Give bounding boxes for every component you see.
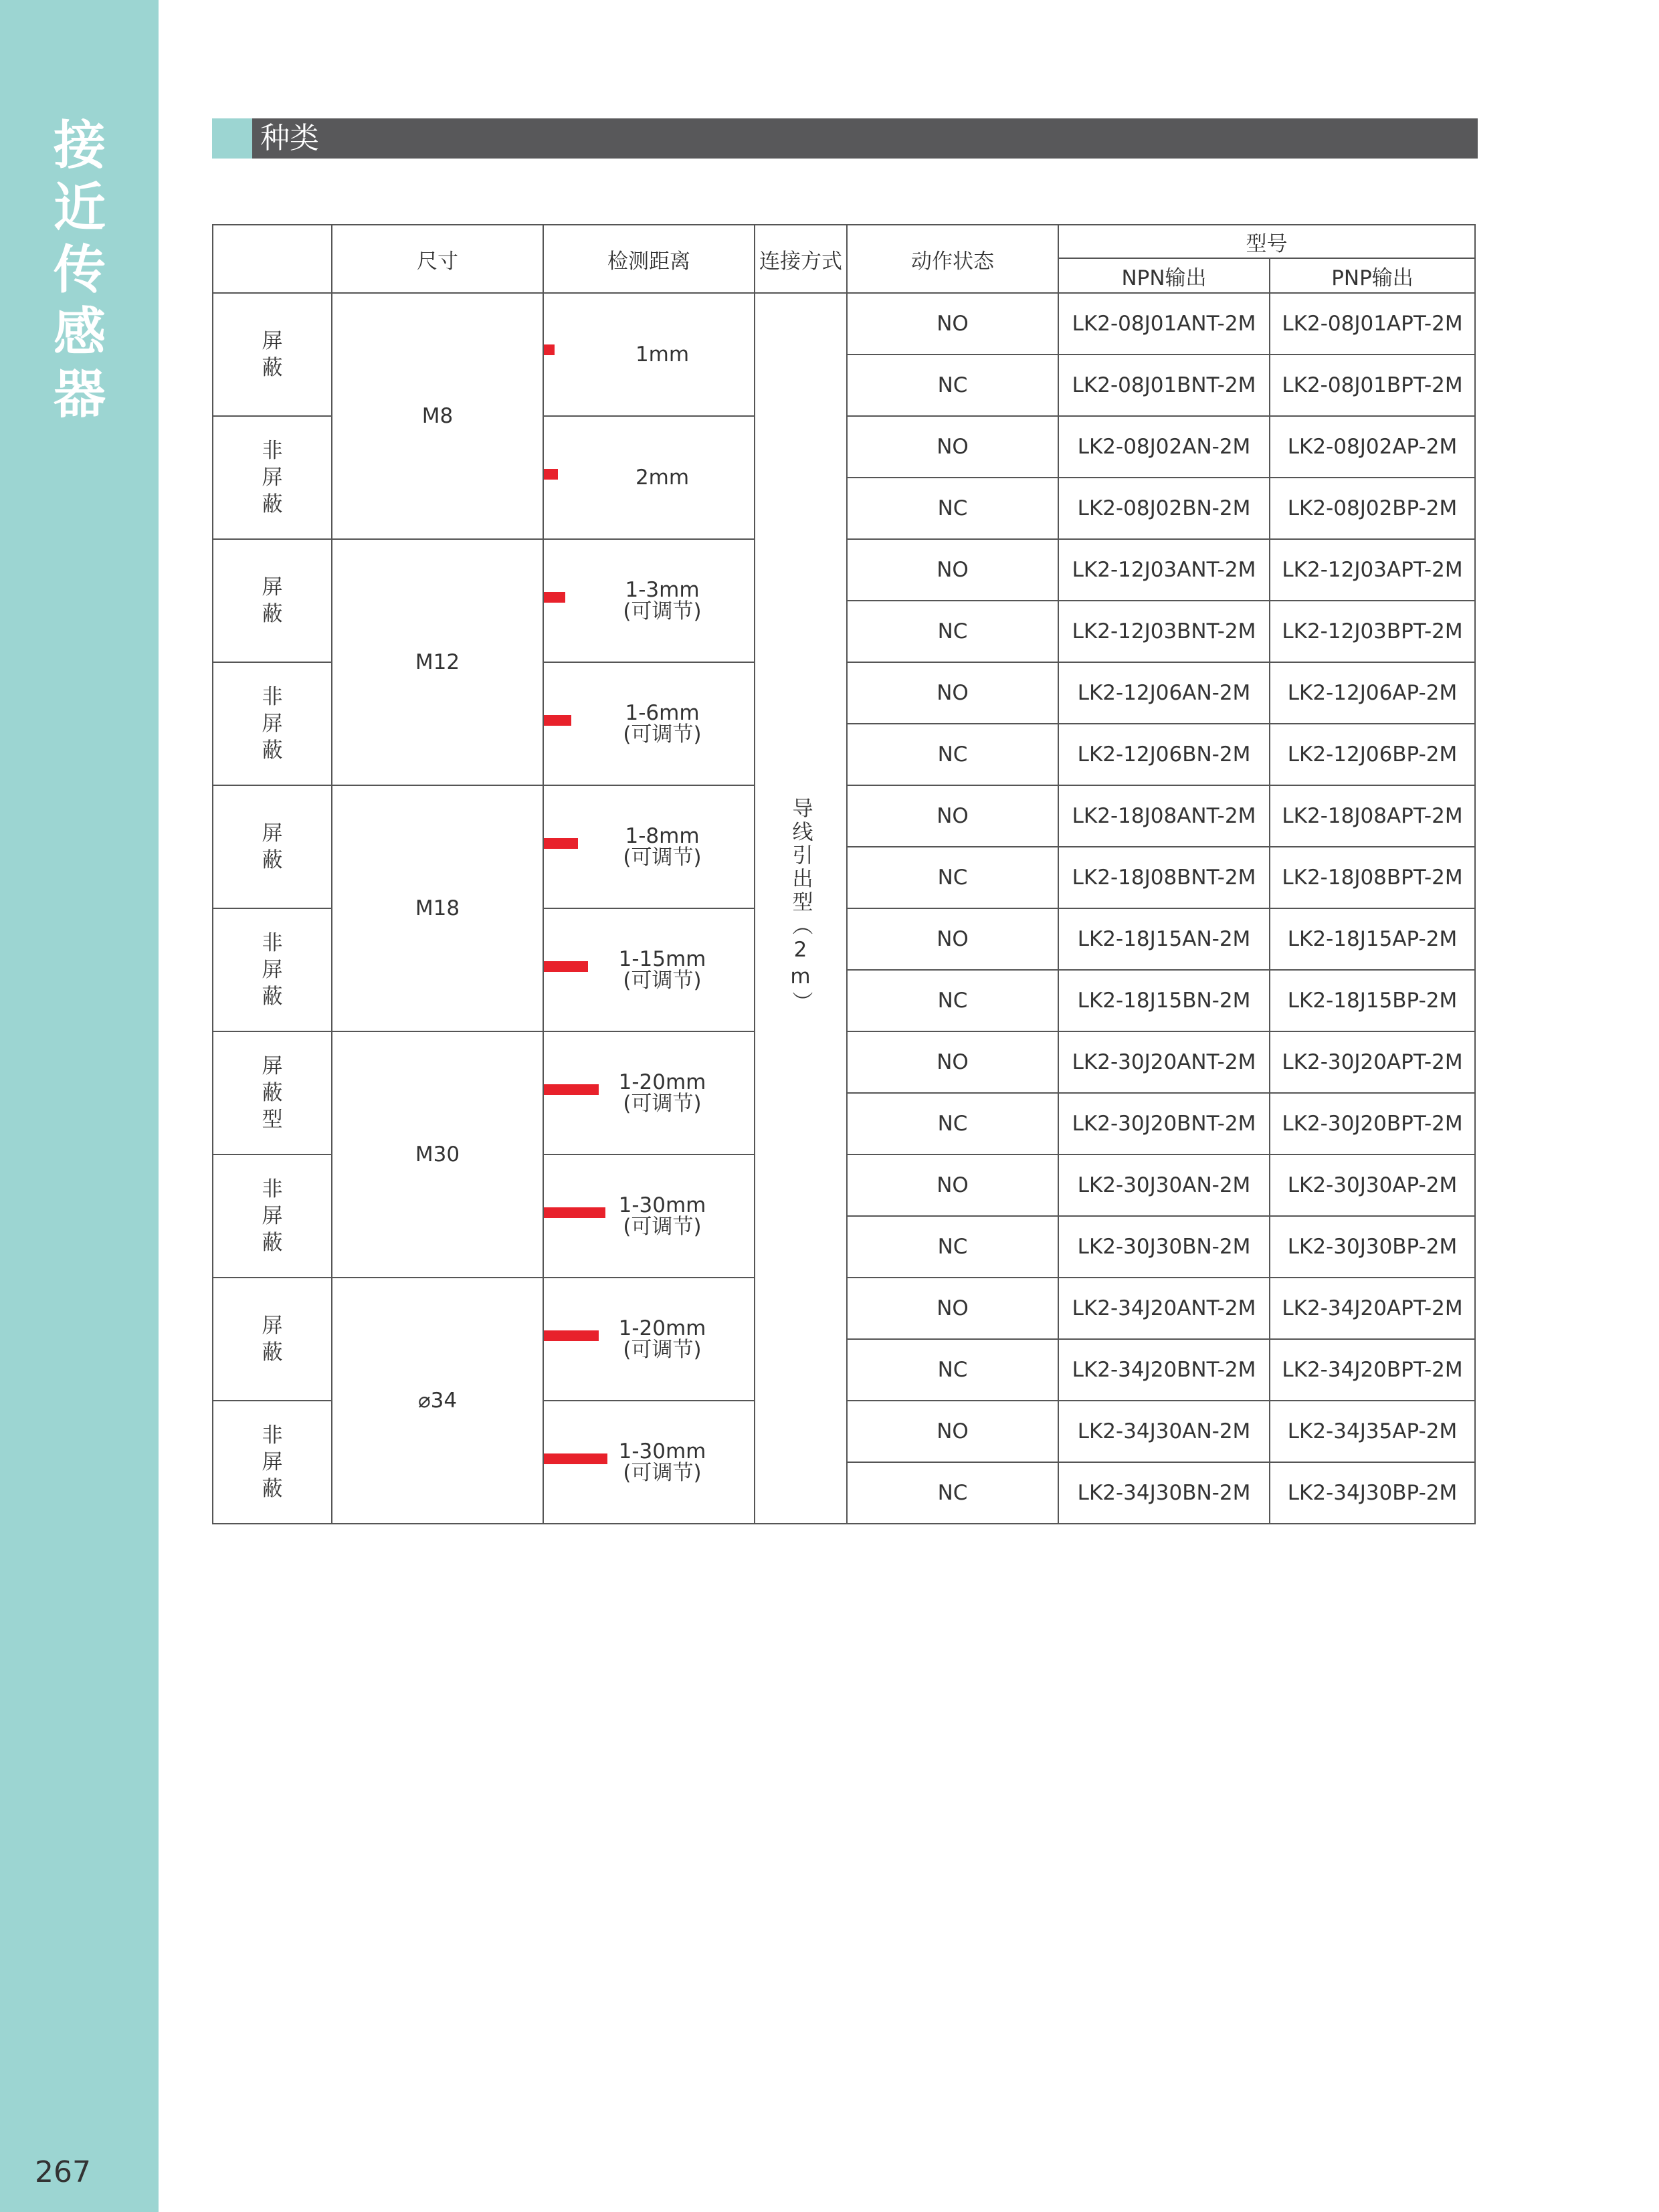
npn-model-cell: LK2-34J30AN-2M [1058, 1401, 1270, 1462]
shield-type-label: 屏蔽 [262, 1314, 283, 1365]
distance-bar [544, 838, 578, 849]
pnp-model-cell: LK2-12J06AP-2M [1270, 662, 1475, 724]
action-state-cell: NO [847, 908, 1058, 970]
pnp-model-cell: LK2-08J01BPT-2M [1270, 355, 1475, 416]
product-table [212, 224, 1476, 1524]
distance-cell [543, 1278, 755, 1401]
action-state-cell: NO [847, 1154, 1058, 1216]
shield-type-label: 非屏蔽 [262, 439, 283, 516]
size-cell: M30 [332, 1031, 543, 1278]
shield-type-label: 屏蔽 [262, 329, 283, 380]
npn-model-cell: LK2-12J03ANT-2M [1058, 539, 1270, 601]
distance-cell [543, 293, 755, 416]
shield-type-cell [213, 908, 332, 1031]
distance-note: (可调节) [623, 1215, 702, 1239]
distance-value: 1-3mm [625, 578, 700, 602]
header-action: 动作状态 [847, 225, 1058, 293]
distance-cell [543, 539, 755, 662]
size-cell: M12 [332, 539, 543, 785]
distance-cell [543, 416, 755, 539]
shield-type-label: 非屏蔽 [262, 1423, 283, 1501]
npn-model-cell: LK2-34J20BNT-2M [1058, 1339, 1270, 1401]
header-npn: NPN输出 [1058, 258, 1270, 293]
header-pnp: PNP输出 [1270, 258, 1475, 293]
npn-model-cell: LK2-18J15BN-2M [1058, 970, 1270, 1031]
header-size: 尺寸 [332, 225, 543, 293]
pnp-model-cell: LK2-30J20APT-2M [1270, 1031, 1475, 1093]
section-header [212, 118, 1478, 159]
distance-bar [544, 592, 565, 603]
shield-type-cell [213, 1278, 332, 1401]
distance-value: 2mm [635, 466, 690, 490]
npn-model-cell: LK2-18J15AN-2M [1058, 908, 1270, 970]
shield-type-label: 屏蔽 [262, 821, 283, 872]
table-body [213, 293, 1475, 1524]
shield-type-label: 非屏蔽 [262, 1177, 283, 1255]
distance-cell [543, 908, 755, 1031]
size-cell: ⌀34 [332, 1278, 543, 1524]
pnp-model-cell: LK2-34J20APT-2M [1270, 1278, 1475, 1339]
action-state-cell: NO [847, 1401, 1058, 1462]
table-row [213, 293, 1475, 355]
shield-type-cell [213, 539, 332, 662]
action-state-cell: NC [847, 724, 1058, 785]
action-state-cell: NO [847, 785, 1058, 847]
action-state-cell: NC [847, 970, 1058, 1031]
distance-value: 1-15mm [618, 947, 706, 971]
pnp-model-cell: LK2-30J20BPT-2M [1270, 1093, 1475, 1154]
action-state-cell: NC [847, 1462, 1058, 1524]
action-state-cell: NC [847, 355, 1058, 416]
size-cell: M8 [332, 293, 543, 539]
action-state-cell: NO [847, 293, 1058, 355]
pnp-model-cell: LK2-12J03BPT-2M [1270, 601, 1475, 662]
pnp-model-cell: LK2-34J20BPT-2M [1270, 1339, 1475, 1401]
shield-type-label: 屏蔽 [262, 575, 283, 626]
connection-type: 导线引出型（2m） [788, 797, 813, 1015]
npn-model-cell: LK2-30J30BN-2M [1058, 1216, 1270, 1278]
distance-note: (可调节) [623, 599, 702, 623]
distance-value: 1-6mm [625, 701, 700, 725]
shield-type-cell [213, 293, 332, 416]
action-state-cell: NO [847, 1031, 1058, 1093]
action-state-cell: NC [847, 1339, 1058, 1401]
shield-type-label: 屏蔽型 [262, 1054, 283, 1132]
distance-bar [544, 961, 588, 972]
page-number: 267 [35, 2155, 91, 2189]
shield-type-cell [213, 416, 332, 539]
npn-model-cell: LK2-30J20BNT-2M [1058, 1093, 1270, 1154]
action-state-cell: NO [847, 539, 1058, 601]
distance-note: (可调节) [623, 845, 702, 870]
distance-note: (可调节) [623, 1461, 702, 1485]
section-accent [212, 118, 252, 159]
header-connection: 连接方式 [755, 225, 847, 293]
action-state-cell: NO [847, 1278, 1058, 1339]
pnp-model-cell: LK2-30J30AP-2M [1270, 1154, 1475, 1216]
npn-model-cell: LK2-08J01BNT-2M [1058, 355, 1270, 416]
sidebar-category-title: 接近传感器 [53, 116, 106, 425]
pnp-model-cell: LK2-30J30BP-2M [1270, 1216, 1475, 1278]
npn-model-cell: LK2-12J06AN-2M [1058, 662, 1270, 724]
action-state-cell: NC [847, 601, 1058, 662]
distance-bar [544, 1207, 605, 1218]
pnp-model-cell: LK2-12J06BP-2M [1270, 724, 1475, 785]
distance-cell [543, 662, 755, 785]
npn-model-cell: LK2-34J30BN-2M [1058, 1462, 1270, 1524]
pnp-model-cell: LK2-34J35AP-2M [1270, 1401, 1475, 1462]
shield-type-cell [213, 785, 332, 908]
distance-bar [544, 1084, 599, 1095]
connection-cell [755, 293, 847, 1524]
distance-value: 1-8mm [625, 824, 700, 848]
action-state-cell: NO [847, 416, 1058, 478]
shield-type-cell [213, 1154, 332, 1278]
npn-model-cell: LK2-12J06BN-2M [1058, 724, 1270, 785]
distance-cell [543, 1154, 755, 1278]
distance-bar [544, 1453, 607, 1464]
npn-model-cell: LK2-34J20ANT-2M [1058, 1278, 1270, 1339]
distance-bar [544, 344, 555, 355]
distance-value: 1-20mm [618, 1070, 706, 1094]
pnp-model-cell: LK2-18J15BP-2M [1270, 970, 1475, 1031]
npn-model-cell: LK2-18J08ANT-2M [1058, 785, 1270, 847]
npn-model-cell: LK2-30J30AN-2M [1058, 1154, 1270, 1216]
shield-type-cell [213, 1031, 332, 1154]
action-state-cell: NC [847, 1216, 1058, 1278]
distance-cell [543, 1401, 755, 1524]
npn-model-cell: LK2-30J20ANT-2M [1058, 1031, 1270, 1093]
npn-model-cell: LK2-08J02BN-2M [1058, 478, 1270, 539]
distance-value: 1-20mm [618, 1316, 706, 1340]
section-title: 种类 [260, 121, 319, 155]
pnp-model-cell: LK2-18J15AP-2M [1270, 908, 1475, 970]
npn-model-cell: LK2-18J08BNT-2M [1058, 847, 1270, 908]
distance-value: 1-30mm [618, 1439, 706, 1464]
shield-type-cell [213, 1401, 332, 1524]
distance-note: (可调节) [623, 1092, 702, 1116]
action-state-cell: NO [847, 662, 1058, 724]
distance-value: 1-30mm [618, 1193, 706, 1217]
action-state-cell: NC [847, 847, 1058, 908]
distance-bar [544, 1330, 599, 1341]
distance-cell [543, 785, 755, 908]
pnp-model-cell: LK2-34J30BP-2M [1270, 1462, 1475, 1524]
pnp-model-cell: LK2-08J02BP-2M [1270, 478, 1475, 539]
npn-model-cell: LK2-08J01ANT-2M [1058, 293, 1270, 355]
shield-type-label: 非屏蔽 [262, 931, 283, 1009]
sidebar [0, 0, 159, 2212]
distance-note: (可调节) [623, 969, 702, 993]
distance-note: (可调节) [623, 1338, 702, 1362]
header-model: 型号 [1058, 225, 1475, 258]
distance-bar [544, 715, 571, 726]
action-state-cell: NC [847, 1093, 1058, 1154]
pnp-model-cell: LK2-08J02AP-2M [1270, 416, 1475, 478]
pnp-model-cell: LK2-12J03APT-2M [1270, 539, 1475, 601]
distance-note: (可调节) [623, 722, 702, 746]
pnp-model-cell: LK2-18J08APT-2M [1270, 785, 1475, 847]
shield-type-label: 非屏蔽 [262, 685, 283, 763]
distance-cell [543, 1031, 755, 1154]
header-blank [213, 225, 332, 293]
distance-bar [544, 469, 558, 480]
npn-model-cell: LK2-12J03BNT-2M [1058, 601, 1270, 662]
pnp-model-cell: LK2-08J01APT-2M [1270, 293, 1475, 355]
distance-value: 1mm [635, 342, 690, 367]
pnp-model-cell: LK2-18J08BPT-2M [1270, 847, 1475, 908]
action-state-cell: NC [847, 478, 1058, 539]
size-cell: M18 [332, 785, 543, 1031]
npn-model-cell: LK2-08J02AN-2M [1058, 416, 1270, 478]
shield-type-cell [213, 662, 332, 785]
header-distance: 检测距离 [543, 225, 755, 293]
